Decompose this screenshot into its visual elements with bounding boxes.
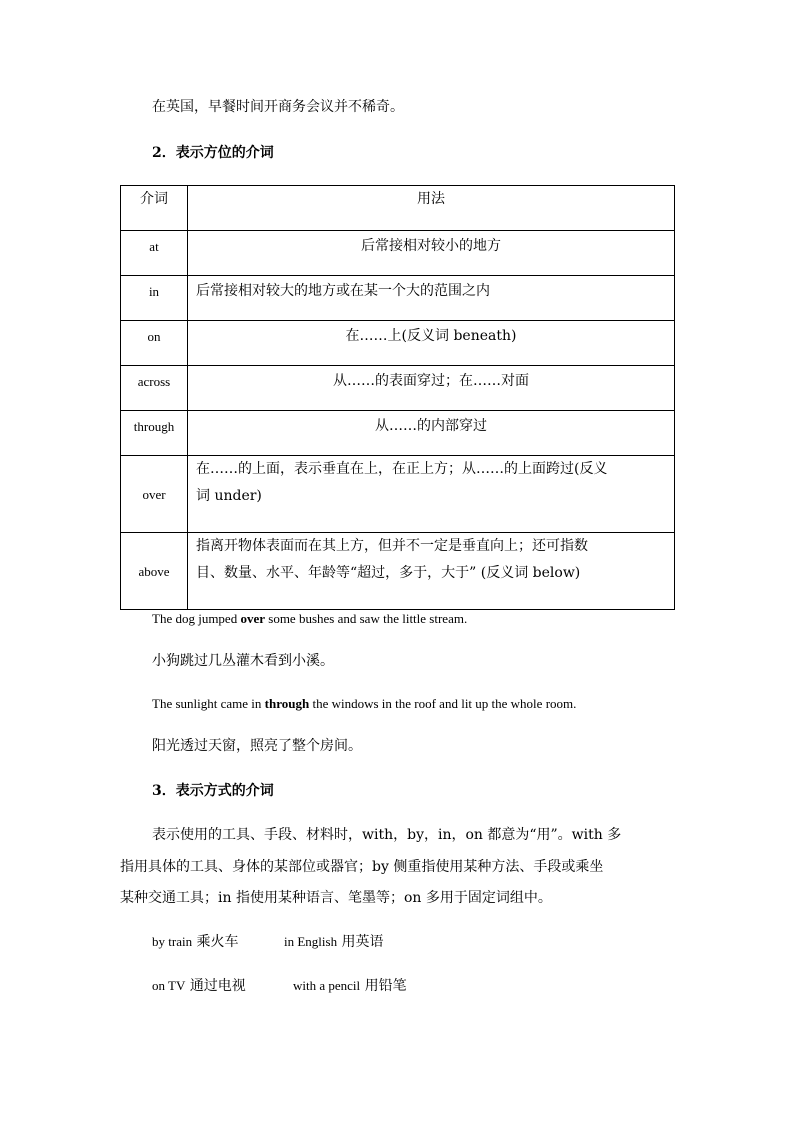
phrase-en: by train <box>152 934 193 949</box>
example-2-sentence <box>152 694 576 714</box>
section-2-number: 2． <box>152 145 176 161</box>
example-2-translation: 阳光透过天窗，照亮了整个房间。 <box>152 738 362 754</box>
section-2-heading <box>152 143 274 163</box>
row-usage-line: 指离开物体表面而在其上方，但并不一定是垂直向上；还可指数 <box>196 538 588 554</box>
example-keyword: through <box>264 696 310 711</box>
row-usage-line: 在……的上面，表示垂直在上，在正上方；从……的上面跨过(反义 <box>196 461 608 477</box>
row-usage-line: 词 under) <box>196 488 262 504</box>
row-usage-line: 目、数量、水平、年龄等“超过，多于，大于” (反义词 below) <box>196 565 581 581</box>
phrase-row <box>152 976 246 996</box>
header-usage: 用法 <box>188 186 675 231</box>
row-usage <box>188 533 675 610</box>
example-keyword: over <box>240 611 266 626</box>
phrase-row <box>284 932 384 952</box>
phrase-row <box>152 932 239 952</box>
paragraph-line: 指用具体的工具、身体的某部位或器官；by 侧重指使用某种方法、手段或乘坐 <box>120 859 604 875</box>
table-row <box>121 366 675 411</box>
phrase-row <box>293 976 407 996</box>
row-word: above <box>121 533 188 610</box>
paragraph-line: 某种交通工具；in 指使用某种语言、笔墨等；on 多用于固定词组中。 <box>120 890 552 906</box>
phrase-zh: 用英语 <box>341 934 384 950</box>
phrase-zh: 用铅笔 <box>364 978 407 994</box>
example-1-sentence <box>152 609 467 629</box>
row-usage: 后常接相对较大的地方或在某一个大的范围之内 <box>188 276 675 321</box>
example-text: some bushes and saw the little stream. <box>265 611 468 626</box>
table-row <box>121 321 675 366</box>
header-word: 介词 <box>121 186 188 231</box>
row-word: through <box>121 411 188 456</box>
phrase-en: in English <box>284 934 338 949</box>
section-3-number: 3． <box>152 783 176 799</box>
row-usage: 从……的内部穿过 <box>188 411 675 456</box>
table-row <box>121 276 675 321</box>
example-text: The dog jumped <box>152 611 241 626</box>
section-3-title: 表示方式的介词 <box>175 783 274 799</box>
row-word: over <box>121 456 188 533</box>
phrase-en: with a pencil <box>293 978 361 993</box>
table-row <box>121 231 675 276</box>
phrase-zh: 乘火车 <box>196 934 239 950</box>
row-usage: 从……的表面穿过；在……对面 <box>188 366 675 411</box>
phrase-zh: 通过电视 <box>189 978 246 994</box>
intro-translation: 在英国，早餐时间开商务会议并不稀奇。 <box>152 99 404 115</box>
row-usage <box>188 456 675 533</box>
example-text: The sunlight came in <box>152 696 265 711</box>
section-2-title: 表示方位的介词 <box>175 145 274 161</box>
table-row <box>121 411 675 456</box>
row-word: across <box>121 366 188 411</box>
row-word: on <box>121 321 188 366</box>
section-3-heading <box>152 781 274 801</box>
row-usage: 在……上(反义词 beneath) <box>188 321 675 366</box>
row-usage: 后常接相对较小的地方 <box>188 231 675 276</box>
table-header-row <box>121 186 675 231</box>
example-1-translation: 小狗跳过几丛灌木看到小溪。 <box>152 653 334 669</box>
phrase-en: on TV <box>152 978 186 993</box>
table-row <box>121 533 675 610</box>
row-word: at <box>121 231 188 276</box>
paragraph-line: 表示使用的工具、手段、材料时，with，by，in，on 都意为“用”。with 多 <box>152 827 622 843</box>
table-row <box>121 456 675 533</box>
row-word: in <box>121 276 188 321</box>
preposition-table <box>120 185 675 610</box>
example-text: the windows in the roof and lit up the whole room. <box>309 696 577 711</box>
